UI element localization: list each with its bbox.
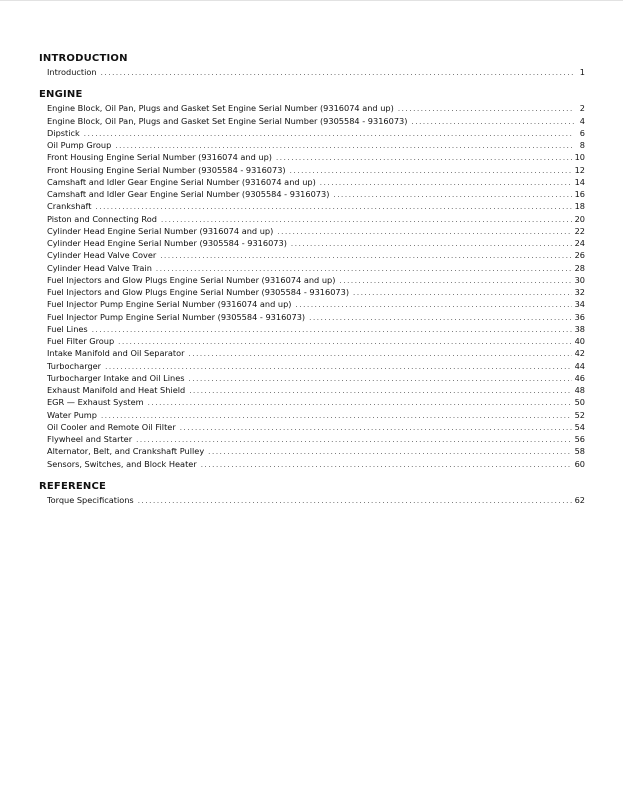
toc-entry-page-number: 20 [574, 213, 585, 224]
toc-entry-page-number: 48 [574, 385, 585, 395]
toc-entry-title: Flywheel and Starter [47, 434, 133, 444]
toc-entry[interactable] [39, 421, 585, 433]
toc-entry[interactable] [39, 494, 585, 506]
dot-leader [84, 128, 574, 140]
page-top-border [0, 0, 623, 1]
dot-leader [188, 348, 571, 360]
section-heading: INTRODUCTION [39, 53, 128, 64]
toc-section-reference [39, 481, 585, 506]
toc-entry[interactable] [39, 409, 585, 421]
toc-entry-title: Camshaft and Idler Gear Engine Serial Number (9305584 - 9316073) [47, 189, 330, 199]
toc-entry[interactable] [39, 213, 585, 225]
toc-entry[interactable] [39, 458, 585, 470]
toc-entry-title: Crankshaft [47, 201, 92, 212]
dot-leader [398, 103, 574, 115]
dot-leader [276, 152, 572, 164]
toc-entry-page-number: 58 [574, 446, 585, 457]
toc-entry-title: Fuel Injectors and Glow Plugs Engine Serial Number (9316074 and up) [47, 274, 336, 285]
toc-entry-page-number: 40 [574, 336, 585, 346]
dot-leader [296, 299, 572, 311]
toc-entry-title: Intake Manifold and Oil Separator [47, 348, 185, 359]
toc-entry-page-number: 2 [579, 103, 585, 114]
toc-entry-page-number: 34 [574, 299, 585, 310]
toc-entry-page-number: 8 [579, 140, 585, 150]
toc-entry-page-number: 36 [574, 311, 585, 322]
toc-entry[interactable] [39, 188, 585, 200]
toc-entry-page-number: 26 [574, 250, 585, 261]
toc-entry-title: Cylinder Head Valve Cover [47, 250, 157, 261]
toc-entry[interactable] [39, 115, 585, 127]
toc-entry[interactable] [39, 311, 585, 323]
toc-entry-page-number: 62 [574, 494, 585, 505]
toc-entry[interactable] [39, 225, 585, 237]
section-heading: REFERENCE [39, 480, 107, 492]
dot-leader [339, 275, 571, 287]
dot-leader [353, 287, 572, 299]
dot-leader [101, 67, 574, 79]
toc-entry-page-number: 38 [574, 323, 585, 334]
dot-leader [118, 336, 571, 348]
dot-leader [291, 238, 572, 250]
toc-entry[interactable] [39, 262, 585, 274]
dot-leader [201, 459, 572, 471]
toc-entry-page-number: 24 [574, 238, 585, 248]
toc-entry[interactable] [39, 347, 585, 359]
toc-entry-title: Fuel Filter Group [47, 336, 115, 346]
toc-entry[interactable] [39, 66, 585, 78]
toc-section-introduction [39, 53, 585, 78]
toc-entry-title: Engine Block, Oil Pan, Plugs and Gasket Set Engine Serial Number (9305584 - 9316073) [47, 115, 408, 126]
toc-entry-page-number: 30 [574, 274, 585, 285]
dot-leader [411, 116, 574, 128]
toc-entry[interactable] [39, 323, 585, 335]
toc-entry-page-number: 1 [579, 67, 585, 77]
toc-entry-page-number: 32 [574, 287, 585, 297]
toc-entry[interactable] [39, 164, 585, 176]
dot-leader [277, 226, 571, 238]
toc-entry-page-number: 56 [574, 434, 585, 444]
toc-entry-page-number: 6 [579, 127, 585, 138]
toc-entry-title: Exhaust Manifold and Heat Shield [47, 385, 186, 395]
dot-leader [208, 446, 571, 458]
dot-leader [95, 201, 571, 213]
toc-entry-title: Alternator, Belt, and Crankshaft Pulley [47, 446, 205, 457]
toc-entry-title: Front Housing Engine Serial Number (9305584 - 9316073) [47, 164, 286, 175]
toc-entry[interactable] [39, 396, 585, 408]
toc-entry[interactable] [39, 127, 585, 139]
toc-entry-title: Fuel Injector Pump Engine Serial Number (9316074 and up) [47, 299, 292, 310]
dot-leader [148, 397, 572, 409]
toc-entry-title: Torque Specifications [47, 494, 134, 505]
toc-entry-page-number: 16 [574, 189, 585, 199]
toc-entry-title: Turbocharger [47, 360, 102, 371]
toc-entry-title: EGR — Exhaust System [47, 397, 144, 408]
toc-entry-title: Water Pump [47, 409, 97, 420]
toc-entry-page-number: 42 [574, 348, 585, 359]
dot-leader [189, 373, 572, 385]
toc-entry-page-number: 54 [574, 421, 585, 432]
toc-entry-title: Cylinder Head Valve Train [47, 262, 152, 273]
toc-entry-title: Cylinder Head Engine Serial Number (9305584 - 9316073) [47, 238, 287, 248]
toc-entry[interactable] [39, 445, 585, 457]
dot-leader [180, 422, 572, 434]
toc-entry[interactable] [39, 286, 585, 298]
toc-entry-page-number: 44 [574, 360, 585, 371]
section-heading: ENGINE [39, 89, 83, 101]
toc-entry-page-number: 50 [574, 397, 585, 408]
toc-entry[interactable] [39, 102, 585, 114]
toc-entry[interactable] [39, 384, 585, 396]
toc-entry-title: Dipstick [47, 127, 80, 138]
toc-entry[interactable] [39, 151, 585, 163]
dot-leader [138, 495, 572, 507]
toc-entry[interactable] [39, 335, 585, 347]
toc-entry-page-number: 28 [574, 262, 585, 273]
toc-entry-title: Engine Block, Oil Pan, Plugs and Gasket Set Engine Serial Number (9316074 and up) [47, 103, 394, 114]
dot-leader [320, 177, 572, 189]
toc-entry[interactable] [39, 200, 585, 212]
toc-entry-page-number: 12 [574, 164, 585, 175]
toc-entry[interactable] [39, 274, 585, 286]
table-of-contents [39, 53, 585, 517]
toc-entry[interactable] [39, 249, 585, 261]
toc-entry-title: Fuel Injectors and Glow Plugs Engine Serial Number (9305584 - 9316073) [47, 287, 350, 297]
toc-entry-page-number: 60 [574, 458, 585, 469]
toc-entry-page-number: 22 [574, 225, 585, 236]
toc-entry-title: Fuel Injector Pump Engine Serial Number (9305584 - 9316073) [47, 311, 306, 322]
toc-entry-page-number: 52 [574, 409, 585, 420]
toc-entry[interactable] [39, 372, 585, 384]
dot-leader [290, 165, 572, 177]
toc-entry-title: Piston and Connecting Rod [47, 213, 157, 224]
toc-entry[interactable] [39, 176, 585, 188]
toc-section-engine [39, 89, 585, 470]
toc-entry-page-number: 46 [574, 372, 585, 383]
toc-entry[interactable] [39, 139, 585, 151]
dot-leader [309, 312, 571, 324]
toc-entry[interactable] [39, 298, 585, 310]
toc-entry[interactable] [39, 433, 585, 445]
toc-entry-title: Oil Pump Group [47, 140, 112, 150]
toc-entry-title: Fuel Lines [47, 323, 88, 334]
toc-entry-page-number: 14 [574, 176, 585, 187]
toc-entry-page-number: 18 [574, 201, 585, 212]
toc-entry-title: Front Housing Engine Serial Number (9316074 and up) [47, 152, 272, 163]
toc-entry-page-number: 10 [574, 152, 585, 163]
toc-entry-title: Oil Cooler and Remote Oil Filter [47, 421, 176, 432]
toc-entry[interactable] [39, 360, 585, 372]
dot-leader [160, 250, 571, 262]
toc-entry-title: Cylinder Head Engine Serial Number (9316074 and up) [47, 225, 274, 236]
toc-entry-title: Introduction [47, 67, 97, 77]
toc-entry-page-number: 4 [579, 115, 585, 126]
dot-leader [92, 324, 572, 336]
dot-leader [333, 189, 571, 201]
dot-leader [189, 385, 571, 397]
toc-entry-title: Camshaft and Idler Gear Engine Serial Number (9316074 and up) [47, 176, 316, 187]
toc-entry-title: Sensors, Switches, and Block Heater [47, 458, 197, 469]
toc-entry-title: Turbocharger Intake and Oil Lines [47, 372, 185, 383]
toc-entry[interactable] [39, 237, 585, 249]
